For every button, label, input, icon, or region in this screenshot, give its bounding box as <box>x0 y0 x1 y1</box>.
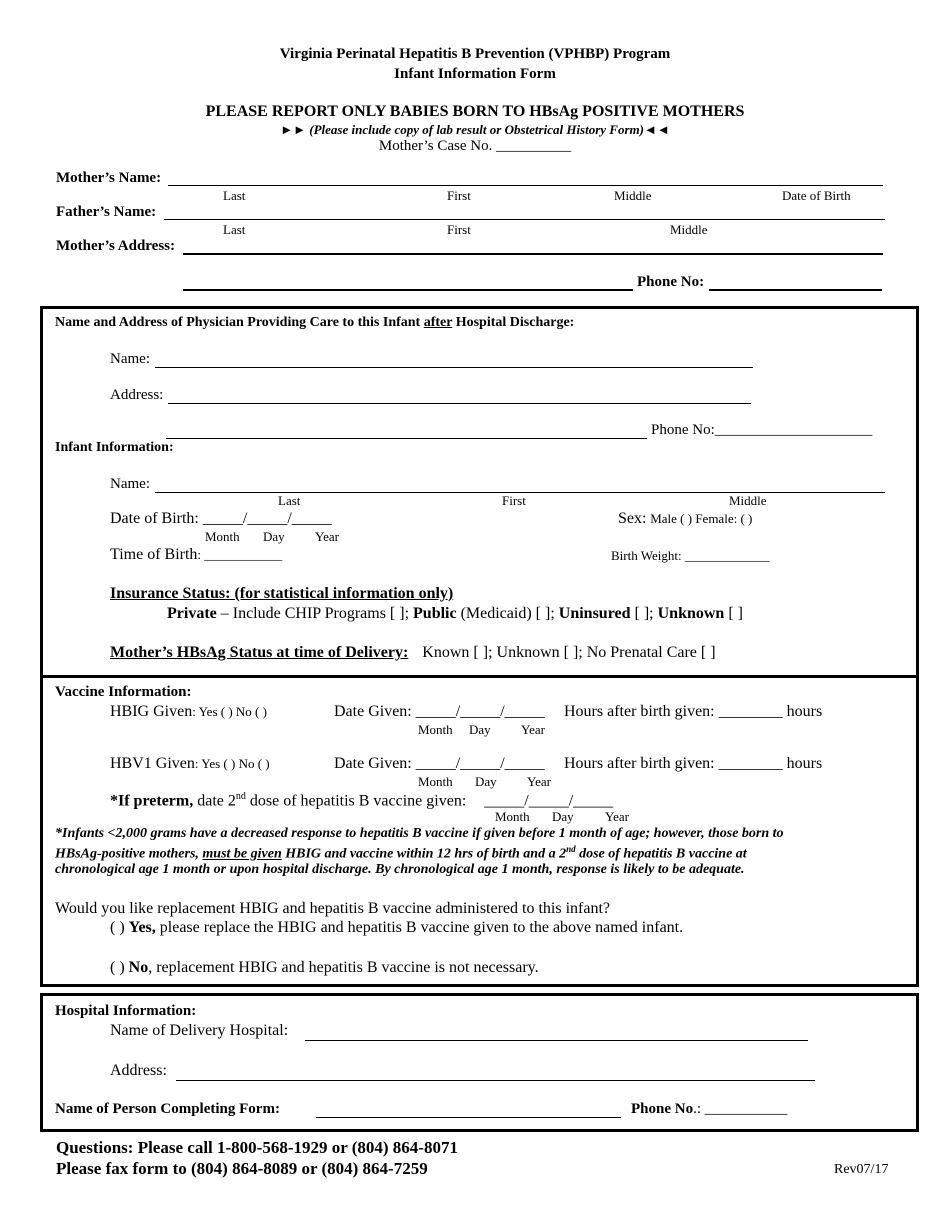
infant-sex[interactable]: Sex: Male ( ) Female: ( ) <box>618 510 753 527</box>
infant-time-of-birth[interactable]: Time of Birth: ____________ <box>110 546 283 563</box>
father-sub-last: Last <box>223 222 246 237</box>
hospital-address-field[interactable] <box>176 1080 815 1081</box>
dob-sub-month: Month <box>205 529 240 544</box>
mother-name-field[interactable] <box>168 185 883 186</box>
form-title: Virginia Perinatal Hepatitis B Prevention (VPHBP) Program <box>279 46 671 62</box>
physician-address-label: Address: <box>110 387 164 403</box>
mother-address-field[interactable] <box>183 253 883 255</box>
mother-address-line2-field[interactable] <box>183 289 633 291</box>
hbv1-date-given[interactable]: Date Given: _____/_____/_____ <box>334 755 545 772</box>
insurance-heading: Insurance Status: (for statistical information only) <box>110 585 454 602</box>
mother-phone-field[interactable] <box>709 289 882 291</box>
hbig-given[interactable]: HBIG Given: Yes ( ) No ( ) <box>110 703 267 720</box>
father-sub-middle: Middle <box>670 222 708 237</box>
hbig-sub-year: Year <box>521 722 545 737</box>
mother-sub-last: Last <box>223 188 246 203</box>
infant-sub-first: First <box>502 493 526 508</box>
completer-name-field[interactable] <box>316 1117 621 1118</box>
infant-heading: Infant Information: <box>55 440 174 455</box>
revision-code: Rev07/17 <box>834 1162 889 1177</box>
mother-phone-label: Phone No: <box>637 274 705 290</box>
mother-name-label: Mother’s Name: <box>56 170 162 186</box>
hbig-date-given[interactable]: Date Given: _____/_____/_____ <box>334 703 545 720</box>
hbig-sub-month: Month <box>418 722 453 737</box>
report-notice: PLEASE REPORT ONLY BABIES BORN TO HBsAg POSITIVE MOTHERS <box>205 103 745 120</box>
replacement-question: Would you like replacement HBIG and hepatitis B vaccine administered to this infant? <box>55 900 610 917</box>
infant-name-label: Name: <box>110 476 150 492</box>
delivery-hospital-field[interactable] <box>305 1040 808 1041</box>
preterm-note-line2: HBsAg-positive mothers, must be given HBIG and vaccine within 12 hrs of birth and a 2nd dose of hepatitis B vaccine at <box>55 844 747 862</box>
questions-contact: Questions: Please call 1-800-568-1929 or (804) 864-8071 <box>56 1138 458 1157</box>
replacement-no-checkbox[interactable]: ( ) <box>110 959 125 976</box>
preterm-sub-month: Month <box>495 809 530 824</box>
hbig-sub-day: Day <box>469 722 491 737</box>
completer-name-label: Name of Person Completing Form: <box>55 1101 280 1117</box>
mother-sub-dob: Date of Birth <box>782 188 851 203</box>
hbig-hours-after-birth[interactable]: Hours after birth given: ________ hours <box>564 703 823 720</box>
physician-phone[interactable]: Phone No:_____________________ <box>651 422 873 438</box>
physician-address-field[interactable] <box>168 403 751 404</box>
hbv1-hours-after-birth[interactable]: Hours after birth given: ________ hours <box>564 755 823 772</box>
mother-sub-first: First <box>447 188 471 203</box>
preterm-sub-day: Day <box>552 809 574 824</box>
father-sub-first: First <box>447 222 471 237</box>
insurance-options[interactable]: Private – Include CHIP Programs [ ]; Public (Medicaid) [ ]; Uninsured [ ]; Unknown [ ] <box>167 605 743 622</box>
replacement-yes-checkbox[interactable]: ( ) <box>110 919 125 936</box>
preterm-sub-year: Year <box>605 809 629 824</box>
hbv1-sub-month: Month <box>418 774 453 789</box>
infant-birth-weight[interactable]: Birth Weight: _____________ <box>611 548 770 563</box>
dob-sub-day: Day <box>263 529 285 544</box>
father-name-field[interactable] <box>164 219 885 220</box>
physician-name-field[interactable] <box>155 367 753 368</box>
mother-sub-middle: Middle <box>614 188 652 203</box>
infant-sub-middle: Middle <box>729 493 767 508</box>
form-subtitle: Infant Information Form <box>394 66 556 82</box>
fax-contact: Please fax form to (804) 864-8089 or (804) 864-7259 <box>56 1159 428 1178</box>
delivery-hospital-label: Name of Delivery Hospital: <box>110 1022 289 1039</box>
hbv1-sub-day: Day <box>475 774 497 789</box>
completer-phone[interactable]: Phone No.: ___________ <box>631 1101 788 1117</box>
preterm-note-line1: *Infants <2,000 grams have a decreased response to hepatitis B vaccine if given before 1 month of age; however, those born to <box>55 826 784 841</box>
vaccine-heading: Vaccine Information: <box>55 684 192 700</box>
physician-name-label: Name: <box>110 351 150 367</box>
hospital-heading: Hospital Information: <box>55 1003 197 1019</box>
mother-address-label: Mother’s Address: <box>56 238 176 254</box>
replacement-yes-option[interactable]: ( ) Yes, please replace the HBIG and hepatitis B vaccine given to the above named infant. <box>110 919 684 936</box>
mother-case-number[interactable]: Mother’s Case No. __________ <box>378 138 572 154</box>
lab-result-instruction: ►► (Please include copy of lab result or Obstetrical History Form)◄◄ <box>280 122 670 137</box>
infant-sub-last: Last <box>278 493 301 508</box>
hospital-address-label: Address: <box>110 1062 167 1079</box>
preterm-second-dose[interactable]: *If preterm, date 2nd dose of hepatitis B vaccine given: _____/_____/_____ <box>110 791 614 810</box>
replacement-no-option[interactable]: ( ) No, replacement HBIG and hepatitis B vaccine is not necessary. <box>110 959 539 976</box>
father-name-label: Father’s Name: <box>56 204 157 220</box>
physician-heading: Name and Address of Physician Providing Care to this Infant after Hospital Discharge: <box>55 315 575 330</box>
hbv1-sub-year: Year <box>527 774 551 789</box>
physician-address-line2-field[interactable] <box>166 438 647 439</box>
hbv1-given[interactable]: HBV1 Given: Yes ( ) No ( ) <box>110 755 270 772</box>
mother-hbsag-status[interactable]: Mother’s HBsAg Status at time of Delivery: Known [ ]; Unknown [ ]; No Prenatal Care [ ] <box>110 644 716 661</box>
dob-sub-year: Year <box>315 529 339 544</box>
preterm-note-line3: chronological age 1 month or upon hospital discharge. By chronological age 1 month, response is likely to be adequate. <box>55 862 745 877</box>
infant-dob[interactable]: Date of Birth: _____/_____/_____ <box>110 510 332 527</box>
